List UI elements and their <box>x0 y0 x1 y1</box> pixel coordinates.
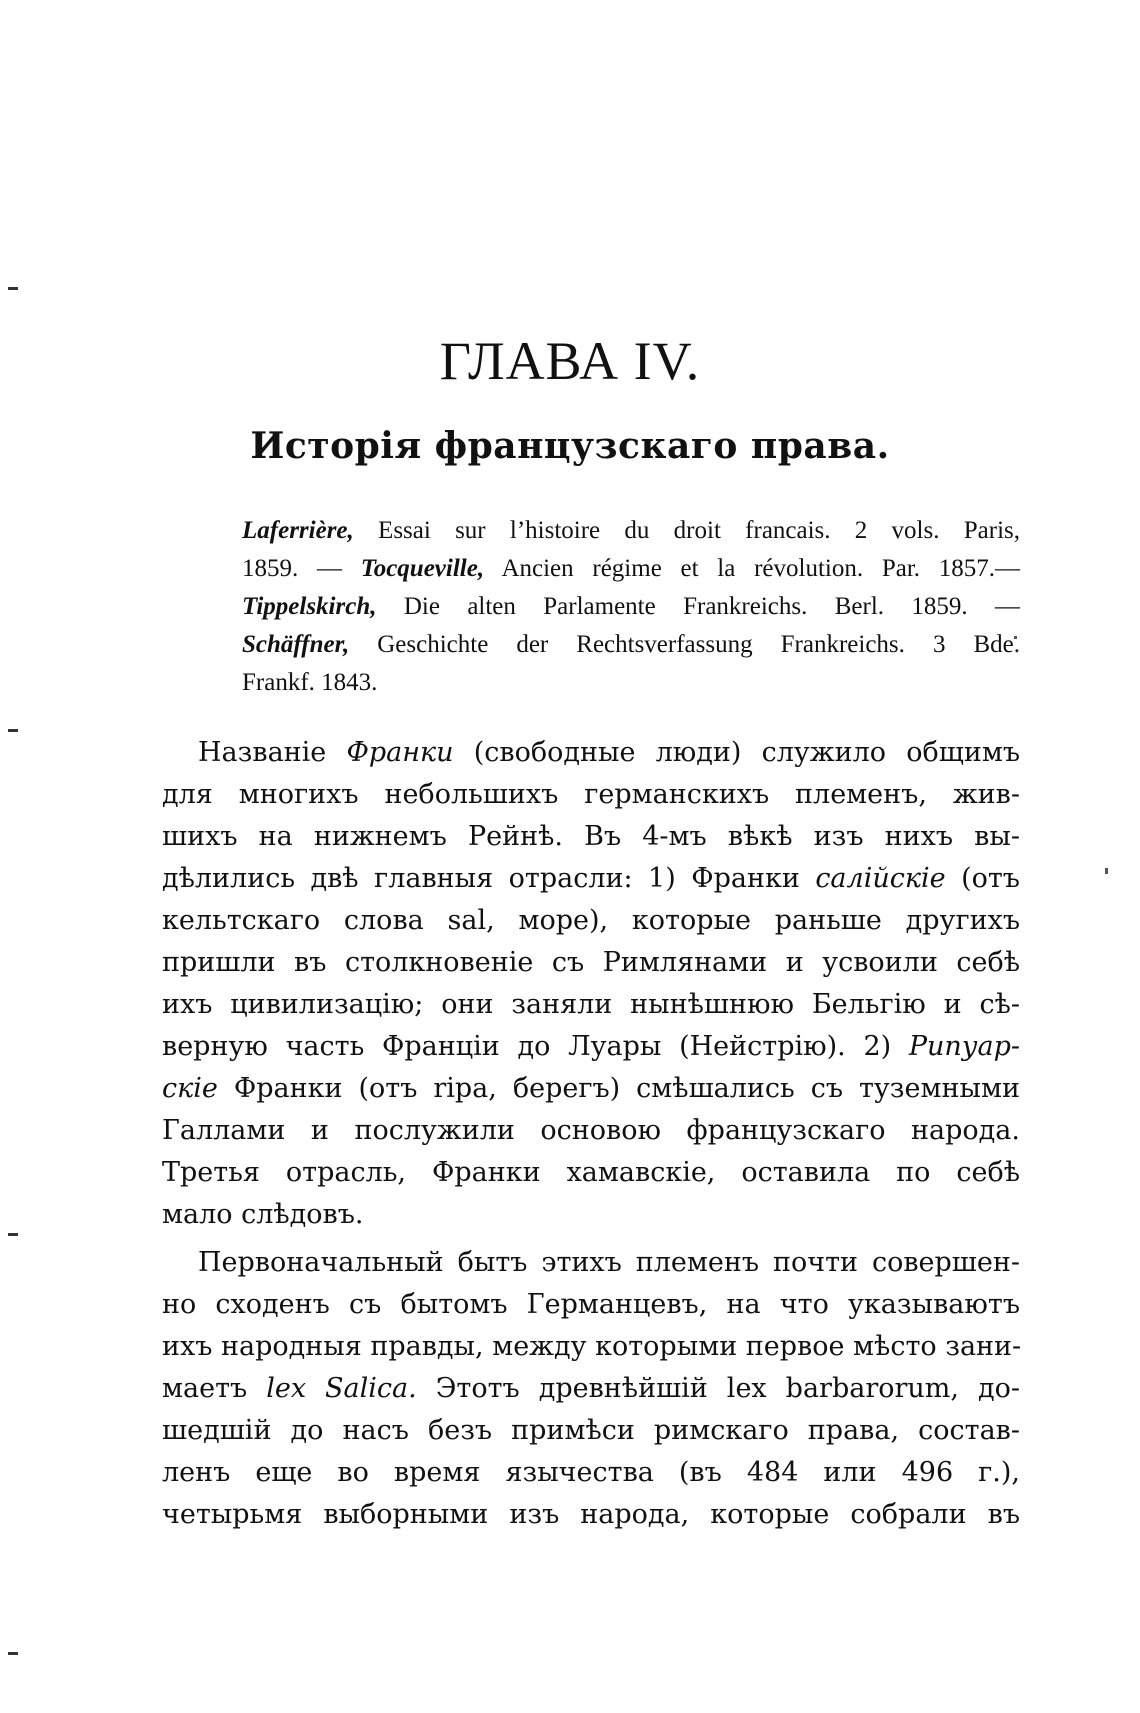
body-line <box>162 984 1020 1026</box>
bibliography-line <box>242 664 1020 702</box>
text-run: четырьмя выборными изъ народа, которые собрали въ <box>162 1499 1020 1530</box>
body-text <box>162 732 1020 1536</box>
text-run: дѣлились двѣ главныя отрасли: 1) Франки <box>162 863 816 894</box>
author-name: Schäffner, <box>242 631 350 658</box>
bibliography-line <box>242 626 1020 664</box>
body-line <box>162 1242 1020 1284</box>
italic-run: скіе <box>162 1073 218 1104</box>
body-line <box>162 1494 1020 1536</box>
bibliography <box>242 512 1020 702</box>
body-line <box>162 942 1020 984</box>
text-run: Die alten Parlamente Frankreichs. Berl. 1859. — <box>376 593 1020 620</box>
text-run: шихъ на нижнемъ Рейнѣ. Въ 4-мъ вѣкѣ изъ нихъ вы- <box>162 821 1020 852</box>
text-run: Первоначальный бытъ этихъ племенъ почти совершен- <box>198 1247 1020 1278</box>
chapter-title: Исторія французскаго права. <box>250 425 890 467</box>
body-line <box>162 1452 1020 1494</box>
text-run: для многихъ небольшихъ германскихъ племенъ, жив- <box>162 779 1020 810</box>
text-run: Geschichte der Rechtsverfassung Frankreichs. 3 Bde. <box>349 631 1020 658</box>
italic-run: Франки <box>346 737 454 768</box>
body-line <box>162 1284 1020 1326</box>
text-run: кельтскаго слова sal, море), которые раньше другихъ <box>162 905 1020 936</box>
bibliography-line <box>242 588 1020 626</box>
text-run: Третья отрасль, Франки хамавскіе, оставила по себѣ <box>162 1157 1020 1188</box>
author-name: Laferrière, <box>242 517 354 544</box>
text-run: Этотъ древнѣйшій lex barbarorum, до- <box>416 1373 1020 1404</box>
text-run: Ancien régime et la révolution. Par. 1857.— <box>484 555 1021 582</box>
text-run: ихъ народныя правды, между которыми первое мѣсто зани- <box>162 1331 1022 1362</box>
body-line <box>162 1110 1020 1152</box>
body-line <box>162 858 1020 900</box>
text-run: Названіе <box>198 737 347 768</box>
body-line <box>162 1068 1020 1110</box>
text-run: Франки (отъ ripa, берегъ) смѣшались съ туземными <box>217 1073 1020 1104</box>
text-run: ихъ цивилизацію; они заняли нынѣшнюю Бельгію и сѣ- <box>162 989 1020 1020</box>
body-line <box>162 1194 1020 1236</box>
text-run: но сходенъ съ бытомъ Германцевъ, на что указываютъ <box>162 1289 1020 1320</box>
bibliography-line <box>242 512 1020 550</box>
body-line <box>162 732 1020 774</box>
italic-run: салійскіе <box>815 863 946 894</box>
margin-mark <box>8 729 18 732</box>
text-run: (свободные люди) служило общимъ <box>453 737 1021 768</box>
text-run: Галлами и послужили основою французскаго народа. <box>162 1115 1020 1146</box>
body-line <box>162 1026 1020 1068</box>
text-run: мало слѣдовъ. <box>162 1199 364 1230</box>
margin-mark <box>8 1652 18 1655</box>
text-run: Frankf. 1843. <box>242 669 378 696</box>
author-name: Tippelskirch, <box>242 593 377 620</box>
body-line <box>162 774 1020 816</box>
text-run: шедшій до насъ безъ примѣси римскаго права, состав- <box>162 1415 1020 1446</box>
text-run: верную часть Франціи до Луары (Нейстрію). 2) <box>162 1031 909 1062</box>
italic-run: lex Salica. <box>266 1373 417 1404</box>
text-run: пришли въ столкновеніе съ Римлянами и усвоили себѣ <box>162 947 1020 978</box>
bibliography-line <box>242 550 1020 588</box>
text-run: маетъ <box>162 1373 267 1404</box>
margin-mark <box>8 287 18 290</box>
body-line <box>162 816 1020 858</box>
margin-dot <box>1105 868 1108 874</box>
body-line <box>162 1326 1020 1368</box>
chapter-heading: ГЛАВА IV. <box>439 331 701 391</box>
italic-run: Рипуар- <box>908 1031 1020 1062</box>
body-line <box>162 1368 1020 1410</box>
text-run: (отъ <box>945 863 1020 894</box>
body-line <box>162 900 1020 942</box>
text-run: 1859. — <box>242 555 361 582</box>
author-name: Tocqueville, <box>360 555 485 582</box>
body-line <box>162 1410 1020 1452</box>
text-run: Essai sur l’histoire du droit francais. 2 vols. Paris, <box>353 517 1020 544</box>
text-run: ленъ еще во время язычества (въ 484 или 496 г.), <box>162 1457 1020 1488</box>
margin-mark <box>8 1233 18 1236</box>
body-line <box>162 1152 1020 1194</box>
